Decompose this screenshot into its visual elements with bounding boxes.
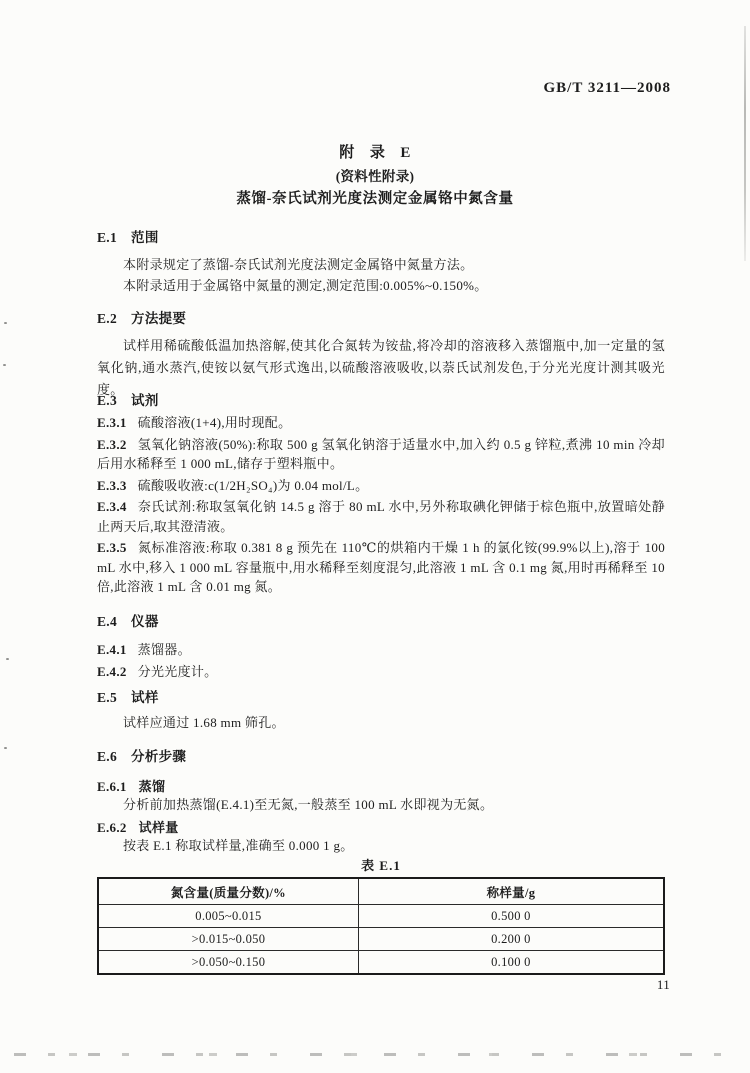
clause-text: 分光光度计。 bbox=[137, 663, 218, 679]
table-header-row bbox=[98, 878, 664, 905]
section-number: E.4 bbox=[97, 614, 118, 629]
clause-number: E.6.1 bbox=[97, 779, 127, 794]
table-cell: 0.005~0.015 bbox=[98, 905, 358, 928]
section-heading-e5 bbox=[97, 686, 665, 706]
clause bbox=[97, 538, 665, 597]
table-caption: 表 E.1 bbox=[361, 858, 401, 873]
paragraph: 试样用稀硫酸低温加热溶解,使其化合氮转为铵盐,将冷却的溶液移入蒸馏瓶中,加一定量的氢氧化钠,通水蒸汽,使铵以氨气形式逸出,以硫酸溶液吸收,以萘氏试剂发色,于分光光度计测其吸光度。 bbox=[97, 338, 665, 397]
clause-text: 氮标准溶液:称取 0.381 8 g 预先在 110℃的烘箱内干燥 1 h 的氯化铵(99.9%以上),溶于 100 mL 水中,移入 1 000 mL 容量瓶中,用水稀释至刻度混匀,此溶液 1 mL 含 0.1 mg 氮,用时再稀释至 10 倍,此溶液 1 mL 含 0.01 mg 氮。 bbox=[97, 540, 665, 594]
section-e1-body bbox=[97, 255, 665, 296]
clause-title: 试样量 bbox=[138, 820, 179, 835]
clause bbox=[97, 413, 665, 433]
table-header-cell: 氮含量(质量分数)/% bbox=[98, 878, 358, 905]
clause-title: 蒸馏 bbox=[138, 779, 166, 794]
clause-number: E.3.3 bbox=[97, 477, 127, 493]
subsection-heading bbox=[97, 776, 665, 795]
table-row bbox=[98, 905, 664, 928]
section-e5-body bbox=[97, 713, 665, 734]
clause-number: E.4.1 bbox=[97, 642, 127, 657]
section-title: 仪器 bbox=[131, 614, 159, 629]
section-title: 试样 bbox=[131, 690, 159, 705]
section-heading-e3 bbox=[97, 389, 665, 409]
section-heading-e1 bbox=[97, 226, 665, 246]
table-row bbox=[98, 928, 664, 951]
section-heading-e4 bbox=[97, 610, 665, 630]
section-number: E.3 bbox=[97, 393, 118, 408]
table-cell: 0.200 0 bbox=[358, 928, 664, 951]
table-cell: 0.100 0 bbox=[358, 951, 664, 975]
clause bbox=[97, 435, 665, 474]
section-e3-clauses bbox=[97, 413, 665, 599]
section-heading-e2 bbox=[97, 307, 665, 327]
section-e4-clauses bbox=[97, 640, 665, 683]
clause-text: 硫酸溶液(1+4),用时现配。 bbox=[137, 415, 292, 430]
paragraph: 按表 E.1 称取试样量,准确至 0.000 1 g。 bbox=[123, 838, 354, 853]
scan-bottom-smudge bbox=[14, 1053, 736, 1056]
paragraph: 本附录规定了蒸馏-奈氏试剂光度法测定金属铬中氮量方法。 bbox=[123, 257, 474, 272]
clause-number: E.6.2 bbox=[97, 820, 127, 835]
subsection-heading bbox=[97, 817, 665, 836]
clause-number: E.4.2 bbox=[97, 663, 127, 679]
table-cell: 0.500 0 bbox=[358, 905, 664, 928]
scan-speck bbox=[3, 364, 6, 366]
page-number: 11 bbox=[656, 977, 670, 992]
clause bbox=[97, 640, 665, 660]
clause-number: E.3.1 bbox=[97, 415, 127, 430]
table-cell: >0.050~0.150 bbox=[98, 951, 358, 975]
scan-speck bbox=[4, 747, 7, 749]
subsection-e61 bbox=[97, 776, 665, 815]
paragraph: 本附录适用于金属铬中氮量的测定,测定范围:0.005%~0.150%。 bbox=[123, 277, 488, 293]
table-row bbox=[98, 951, 664, 975]
subsection-e62 bbox=[97, 817, 665, 856]
section-number: E.5 bbox=[97, 690, 118, 705]
section-title: 分析步骤 bbox=[131, 749, 187, 764]
table-e1 bbox=[97, 877, 665, 975]
clause-text: 奈氏试剂:称取氢氧化钠 14.5 g 溶于 80 mL 水中,另外称取碘化钾储于棕色瓶中,放置暗处静止两天后,取其澄清液。 bbox=[97, 499, 665, 534]
standard-code: GB/T 3211—2008 bbox=[543, 80, 671, 96]
clause-text: 硫酸吸收液:c(1/2H₂SO₄)为 0.04 mol/L。 bbox=[137, 477, 369, 493]
section-number: E.1 bbox=[97, 230, 118, 245]
clause bbox=[97, 497, 665, 536]
clause-number: E.3.4 bbox=[97, 499, 127, 514]
scan-speck bbox=[6, 658, 9, 660]
clause-text: 氢氧化钠溶液(50%):称取 500 g 氢氧化钠溶于适量水中,加入约 0.5 g 锌粒,煮沸 10 min 冷却后用水稀释至 1 000 mL,储存于塑料瓶中。 bbox=[97, 436, 665, 471]
clause-text: 蒸馏器。 bbox=[137, 642, 191, 657]
clause-number: E.3.5 bbox=[97, 540, 127, 555]
scan-speck bbox=[4, 322, 7, 324]
section-title: 试剂 bbox=[131, 393, 159, 408]
annex-title: 蒸馏-奈氏试剂光度法测定金属铬中氮含量 bbox=[236, 191, 514, 207]
section-number: E.2 bbox=[97, 311, 118, 326]
section-heading-e6 bbox=[97, 745, 665, 765]
annex-label: 附 录 E bbox=[339, 145, 411, 161]
section-title: 范围 bbox=[131, 230, 159, 245]
section-title: 方法提要 bbox=[131, 311, 187, 326]
paragraph: 试样应通过 1.68 mm 筛孔。 bbox=[123, 715, 285, 730]
annex-type-note: (资料性附录) bbox=[335, 169, 415, 184]
table-header-cell: 称样量/g bbox=[358, 878, 664, 905]
paragraph: 分析前加热蒸馏(E.4.1)至无氮,一般蒸至 100 mL 水即视为无氮。 bbox=[123, 797, 494, 812]
clause bbox=[97, 662, 665, 682]
clause-number: E.3.2 bbox=[97, 436, 127, 452]
table-cell: >0.015~0.050 bbox=[98, 928, 358, 951]
section-number: E.6 bbox=[97, 749, 118, 764]
scan-edge-line bbox=[744, 26, 746, 261]
clause bbox=[97, 476, 665, 496]
